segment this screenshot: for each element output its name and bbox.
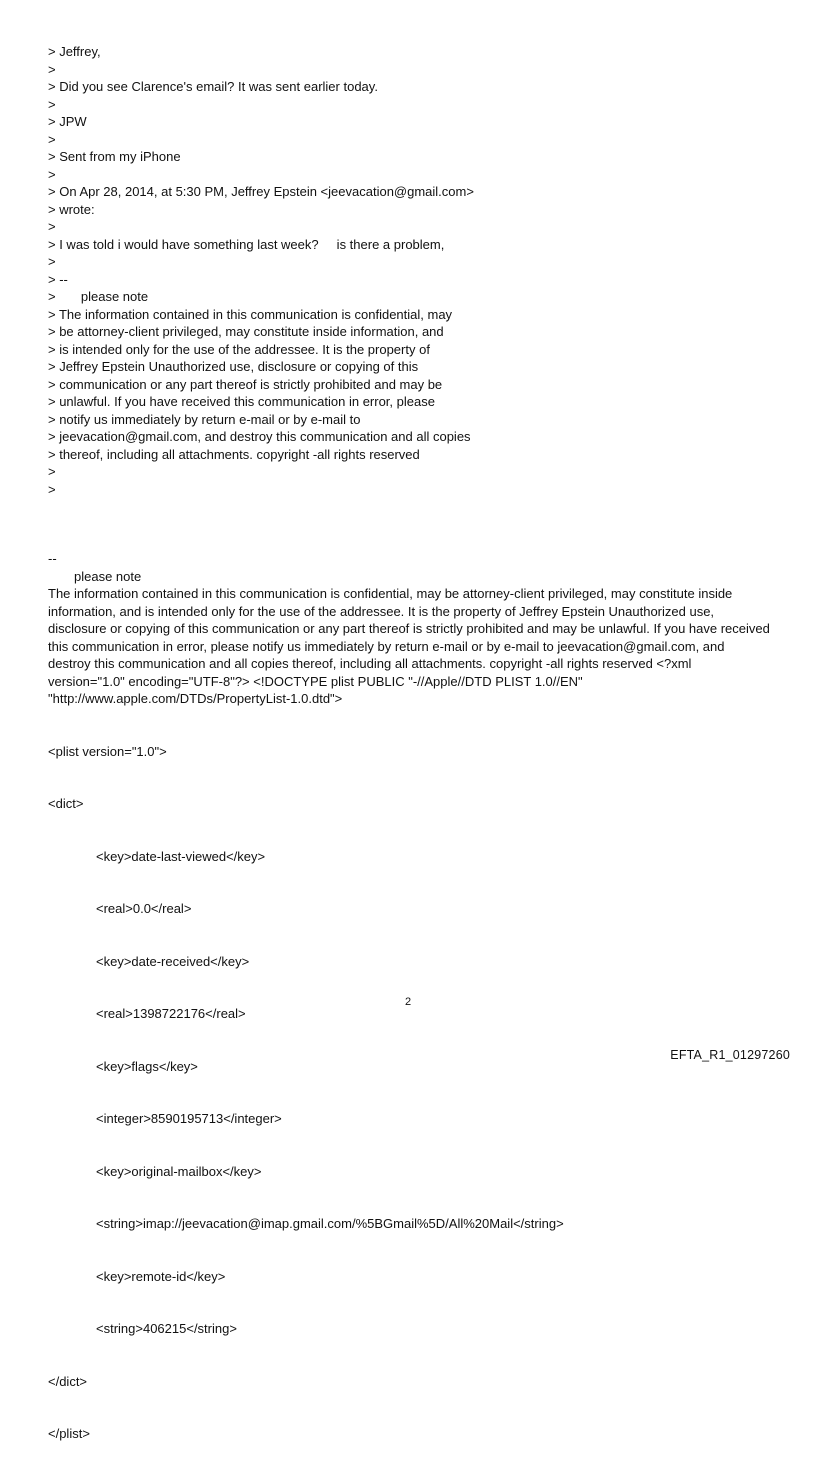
quoted-line: > wrote:	[48, 201, 95, 217]
quoted-line: >	[48, 96, 56, 112]
confidentiality-notice: The information contained in this communication is confidential, may be attorney-client privileged, may constitute inside information, and is intended only for the use of the addressee. It is the property of Jeffrey Epstein Unauthorized use, disclosure or copying of this communication or any part thereof is strictly prohibited and may be unlawful. If you have received this communication in error, please notify us immediately by return e-mail or by e-mail to jeevacation@gmail.com, and destroy this communication and all copies thereof, including all attachments. copyright -all rights reserved <?xml version="1.0" encoding="UTF-8"?> <!DOCTYPE plist PUBLIC "-//Apple//DTD PLIST 1.0//EN" "http://www.apple.com/DTDs/PropertyList-1.0.dtd">	[48, 586, 770, 706]
signature-separator: --	[48, 551, 57, 566]
quoted-line: > Jeffrey Epstein Unauthorized use, disclosure or copying of this	[48, 359, 419, 374]
plist-entry: <key>remote-id</key>	[96, 1268, 226, 1284]
plist-entry: <key>date-last-viewed</key>	[96, 848, 266, 864]
quoted-line: > unlawful. If you have received this communication in error, please	[48, 394, 435, 409]
quoted-line: > communication or any part thereof is strictly prohibited and may be	[48, 376, 443, 392]
quoted-line: > JPW	[48, 114, 87, 129]
dict-open-tag: <dict>	[48, 796, 84, 811]
quoted-line: > Did you see Clarence's email? It was sent earlier today.	[48, 79, 378, 94]
signature-block	[48, 550, 770, 1478]
plist-entry: <real>1398722176</real>	[96, 1006, 246, 1021]
quoted-email-block	[48, 43, 768, 498]
plist-close-tag: </plist>	[48, 1426, 90, 1441]
document-id: EFTA_R1_01297260	[670, 1048, 790, 1062]
plist-entry: <real>0.0</real>	[96, 901, 192, 916]
quoted-line: > Sent from my iPhone	[48, 149, 181, 164]
quoted-line: > thereof, including all attachments. copyright -all rights reserved	[48, 446, 420, 462]
quoted-line: > --	[48, 271, 68, 287]
quoted-line: > Jeffrey,	[48, 44, 101, 59]
quoted-line: > is intended only for the use of the addressee. It is the property of	[48, 341, 430, 357]
plist-entry: <key>original-mailbox</key>	[96, 1163, 262, 1179]
quoted-line: > I was told i would have something last week? is there a problem,	[48, 236, 445, 252]
quoted-line: > notify us immediately by return e-mail or by e-mail to	[48, 411, 361, 427]
quoted-line: > The information contained in this communication is confidential, may	[48, 306, 453, 322]
plist-entry: <key>date-received</key>	[96, 953, 250, 969]
dict-close-tag: </dict>	[48, 1373, 88, 1389]
plist-entry: <integer>8590195713</integer>	[96, 1111, 282, 1126]
quoted-line: > jeevacation@gmail.com, and destroy this communication and all copies	[48, 429, 471, 444]
quoted-line: >	[48, 219, 56, 234]
plist-entry: <key>flags</key>	[96, 1058, 198, 1074]
plist-metadata	[48, 708, 770, 1478]
page-number: 2	[404, 996, 412, 1008]
plist-open-tag: <plist version="1.0">	[48, 743, 167, 759]
plist-entry: <string>imap://jeevacation@imap.gmail.com/%5BGmail%5D/All%20Mail</string>	[96, 1216, 564, 1231]
quoted-line: >	[48, 166, 56, 182]
quoted-line: > On Apr 28, 2014, at 5:30 PM, Jeffrey Epstein <jeevacation@gmail.com>	[48, 184, 474, 199]
quoted-line: > be attorney-client privileged, may constitute inside information, and	[48, 324, 444, 339]
quoted-line: > please note	[48, 289, 149, 304]
quoted-line: >	[48, 464, 56, 479]
plist-entry: <string>406215</string>	[96, 1321, 237, 1336]
note-heading: please note	[74, 568, 142, 584]
quoted-line: >	[48, 61, 56, 77]
quoted-line: >	[48, 481, 56, 497]
quoted-line: >	[48, 131, 56, 147]
quoted-line: >	[48, 254, 56, 269]
